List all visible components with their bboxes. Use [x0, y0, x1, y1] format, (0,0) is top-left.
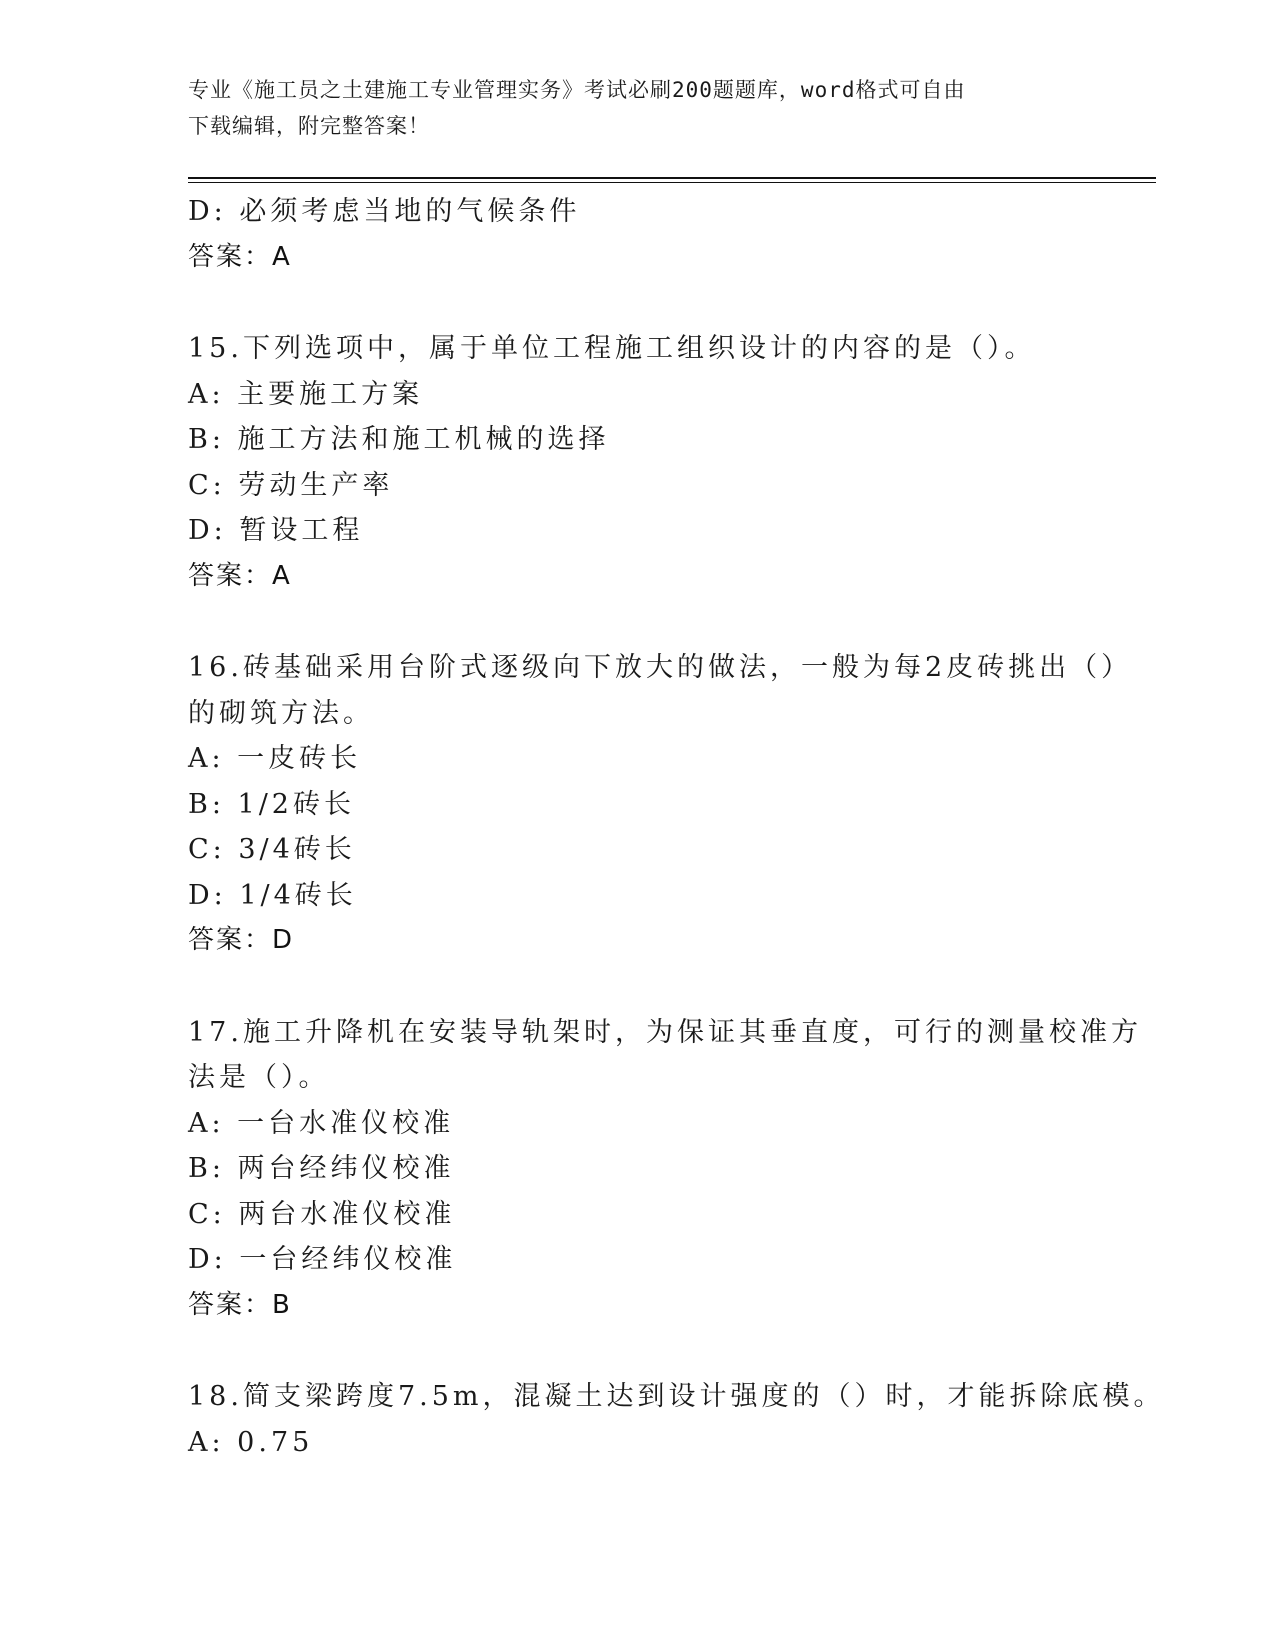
option-d: D: 暂设工程	[188, 515, 364, 546]
option-b: B: 1/2砖长	[188, 788, 355, 820]
option-c: C: 劳动生产率	[188, 469, 394, 501]
answer: 答案：D	[188, 925, 295, 955]
option-a: A: 主要施工方案	[188, 378, 424, 410]
question-18	[188, 1374, 1165, 1465]
question-stem: 18.简支梁跨度7.5m，混凝土达到设计强度的（）时，才能拆除底模。	[188, 1381, 1165, 1412]
header-title-line-2: 下载编辑，附完整答案！	[188, 114, 430, 138]
option-d: D: 1/4砖长	[188, 879, 357, 911]
header-divider-thin	[188, 182, 1156, 183]
spacer	[188, 280, 1088, 326]
header-divider-thick	[188, 177, 1156, 179]
question-stem: 15.下列选项中，属于单位工程施工组织设计的内容的是（）。	[188, 333, 1036, 364]
option-a: A: 一皮砖长	[188, 743, 362, 774]
spacer	[188, 1328, 1088, 1374]
answer: 答案：B	[188, 1289, 292, 1320]
option-a: A: 一台水准仪校准	[188, 1107, 455, 1139]
question-15	[188, 326, 1088, 599]
question-stem-continued: 的砌筑方法。	[188, 697, 374, 729]
spacer	[188, 964, 1088, 1010]
question-stem: 16.砖基础采用台阶式逐级向下放大的做法，一般为每2皮砖挑出（）	[188, 652, 1133, 683]
question-17	[188, 1010, 1142, 1329]
question-16	[188, 645, 1133, 964]
spacer	[188, 599, 1088, 645]
page-header	[188, 72, 1088, 144]
option-d: D: 一台经纬仪校准	[188, 1244, 457, 1275]
option-d: D: 必须考虑当地的气候条件	[188, 196, 581, 227]
question-list	[188, 189, 1165, 1465]
question-14-tail	[188, 189, 1088, 280]
option-a: A: 0.75	[188, 1426, 314, 1458]
question-stem-continued: 法是（）。	[188, 1062, 330, 1093]
header-title-line-1: 专业《施工员之土建施工专业管理实务》考试必刷200题题库，word格式可自由	[188, 78, 966, 102]
option-c: C: 两台水准仪校准	[188, 1198, 456, 1230]
option-b: B: 施工方法和施工机械的选择	[188, 424, 610, 455]
option-c: C: 3/4砖长	[188, 834, 356, 865]
answer: 答案：A	[188, 560, 292, 591]
question-stem: 17.施工升降机在安装导轨架时，为保证其垂直度，可行的测量校准方	[188, 1016, 1142, 1048]
option-b: B: 两台经纬仪校准	[188, 1153, 455, 1184]
answer: 答案：A	[188, 241, 292, 272]
